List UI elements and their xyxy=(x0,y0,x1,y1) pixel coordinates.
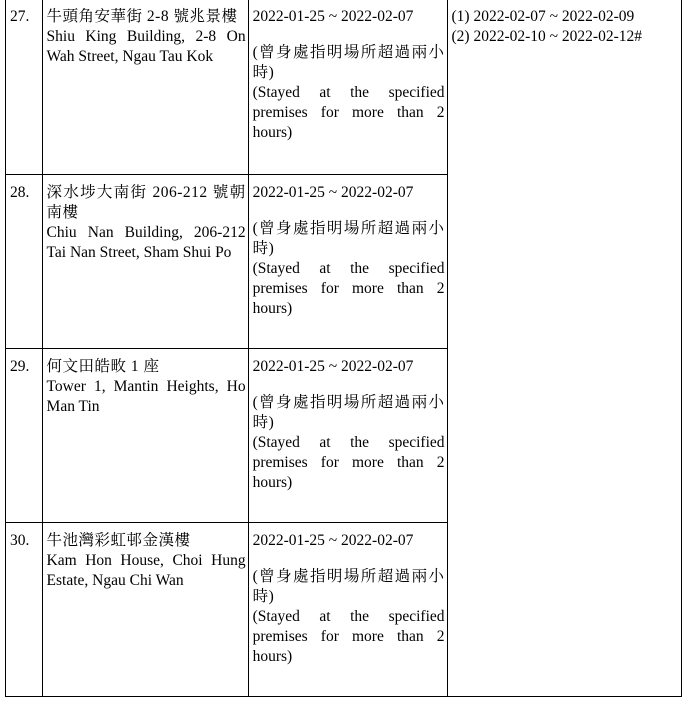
address-cell xyxy=(42,349,248,523)
note-en: (Stayed at the specified premises for more than 2 hours) xyxy=(252,434,445,491)
date-range: 2022-01-25 ~ 2022-02-07 xyxy=(252,358,414,375)
note-zh: (曾身處指明場所超過兩小時) xyxy=(252,394,445,431)
row-number: 28. xyxy=(6,175,43,349)
date-range: 2022-01-25 ~ 2022-02-07 xyxy=(252,184,414,201)
note-zh: (曾身處指明場所超過兩小時) xyxy=(252,568,445,605)
row-number: 27. xyxy=(6,0,43,175)
period-cell xyxy=(248,523,447,697)
date-range: 2022-01-25 ~ 2022-02-07 xyxy=(252,8,414,25)
period-cell xyxy=(248,0,447,175)
address-zh: 深水埗大南街 206-212 號朝南樓 xyxy=(46,184,246,221)
testing-date-1: (1) 2022-02-07 ~ 2022-02-09 xyxy=(451,8,635,25)
address-zh: 牛池灣彩虹邨金漢樓 xyxy=(46,532,191,549)
address-en: Tower 1, Mantin Heights, Ho Man Tin xyxy=(46,378,246,415)
date-range: 2022-01-25 ~ 2022-02-07 xyxy=(252,532,414,549)
note-zh: (曾身處指明場所超過兩小時) xyxy=(252,220,445,257)
period-cell xyxy=(248,349,447,523)
address-cell xyxy=(42,175,248,349)
note-en: (Stayed at the specified premises for more than 2 hours) xyxy=(252,608,445,665)
address-en: Kam Hon House, Choi Hung Estate, Ngau Chi Wan xyxy=(46,552,246,589)
address-zh: 牛頭角安華街 2-8 號兆景樓 xyxy=(46,8,238,25)
testing-dates-cell xyxy=(447,0,681,697)
note-en: (Stayed at the specified premises for more than 2 hours) xyxy=(252,260,445,317)
address-en: Chiu Nan Building, 206-212 Tai Nan Street, Sham Shui Po xyxy=(46,224,246,261)
address-zh: 何文田皓畋 1 座 xyxy=(46,358,160,375)
row-number: 29. xyxy=(6,349,43,523)
table-row xyxy=(6,0,682,175)
address-cell xyxy=(42,523,248,697)
period-cell xyxy=(248,175,447,349)
row-number: 30. xyxy=(6,523,43,697)
address-en: Shiu King Building, 2-8 On Wah Street, Ngau Tau Kok xyxy=(46,28,246,65)
premises-table xyxy=(5,0,682,697)
note-en: (Stayed at the specified premises for more than 2 hours) xyxy=(252,84,445,141)
note-zh: (曾身處指明場所超過兩小時) xyxy=(252,44,445,81)
address-cell xyxy=(42,0,248,175)
testing-date-2: (2) 2022-02-10 ~ 2022-02-12# xyxy=(451,28,642,45)
